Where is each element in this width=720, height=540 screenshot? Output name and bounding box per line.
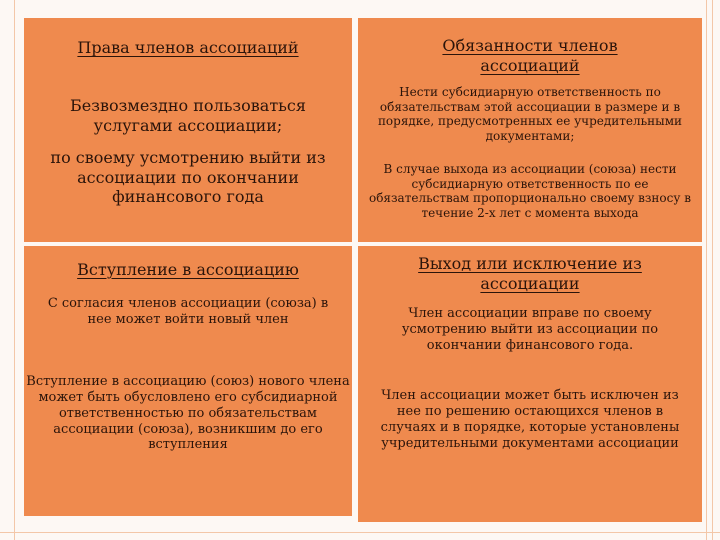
exit-item-1: Член ассоциации вправе по своему усмотрению выйти из ассоциации по окончании финансового года. [401, 306, 659, 353]
rights-item-1: Безвозмездно пользоваться услугами ассоциации; [70, 96, 306, 135]
entry-item-2: Вступление в ассоциацию (союз) нового члена может быть обусловлено его субсидиарной ответственностью по обязательствам ассоциации (союза), возникшим до его вступления [26, 374, 350, 453]
frame-line-bottom [0, 532, 720, 533]
duties-title: Обязанности членов ассоциаций [442, 36, 618, 75]
exit-panel [358, 246, 702, 522]
duties-item-1: Нести субсидиарную ответственность по обязательствам этой ассоциации в размере и в порядке, предусмотренных ее учредительными документами; [377, 85, 683, 143]
entry-title: Вступление в ассоциацию [77, 260, 299, 279]
frame-line-left [14, 0, 15, 540]
entry-panel [24, 246, 352, 516]
entry-item-1: С согласия членов ассоциации (союза) в нее может войти новый член [47, 296, 329, 327]
frame-line-right [706, 0, 707, 540]
exit-title: Выход или исключение из ассоциации [418, 254, 642, 293]
duties-panel [358, 18, 702, 242]
frame-line-right-outer [712, 0, 713, 540]
rights-item-2: по своему усмотрению выйти из ассоциации по окончании финансового года [50, 148, 326, 207]
rights-title: Права членов ассоциаций [77, 38, 299, 57]
rights-panel [24, 18, 352, 242]
exit-item-2: Член ассоциации может быть исключен из нее по решению остающихся членов в случаях и в порядке, которые установлены учредительными документами ассоциации [380, 388, 680, 451]
duties-item-2: В случае выхода из ассоциации (союза) нести субсидиарную ответственность по ее обязательствам пропорционально своему взносу в течение 2-х лет с момента выхода [368, 162, 691, 220]
